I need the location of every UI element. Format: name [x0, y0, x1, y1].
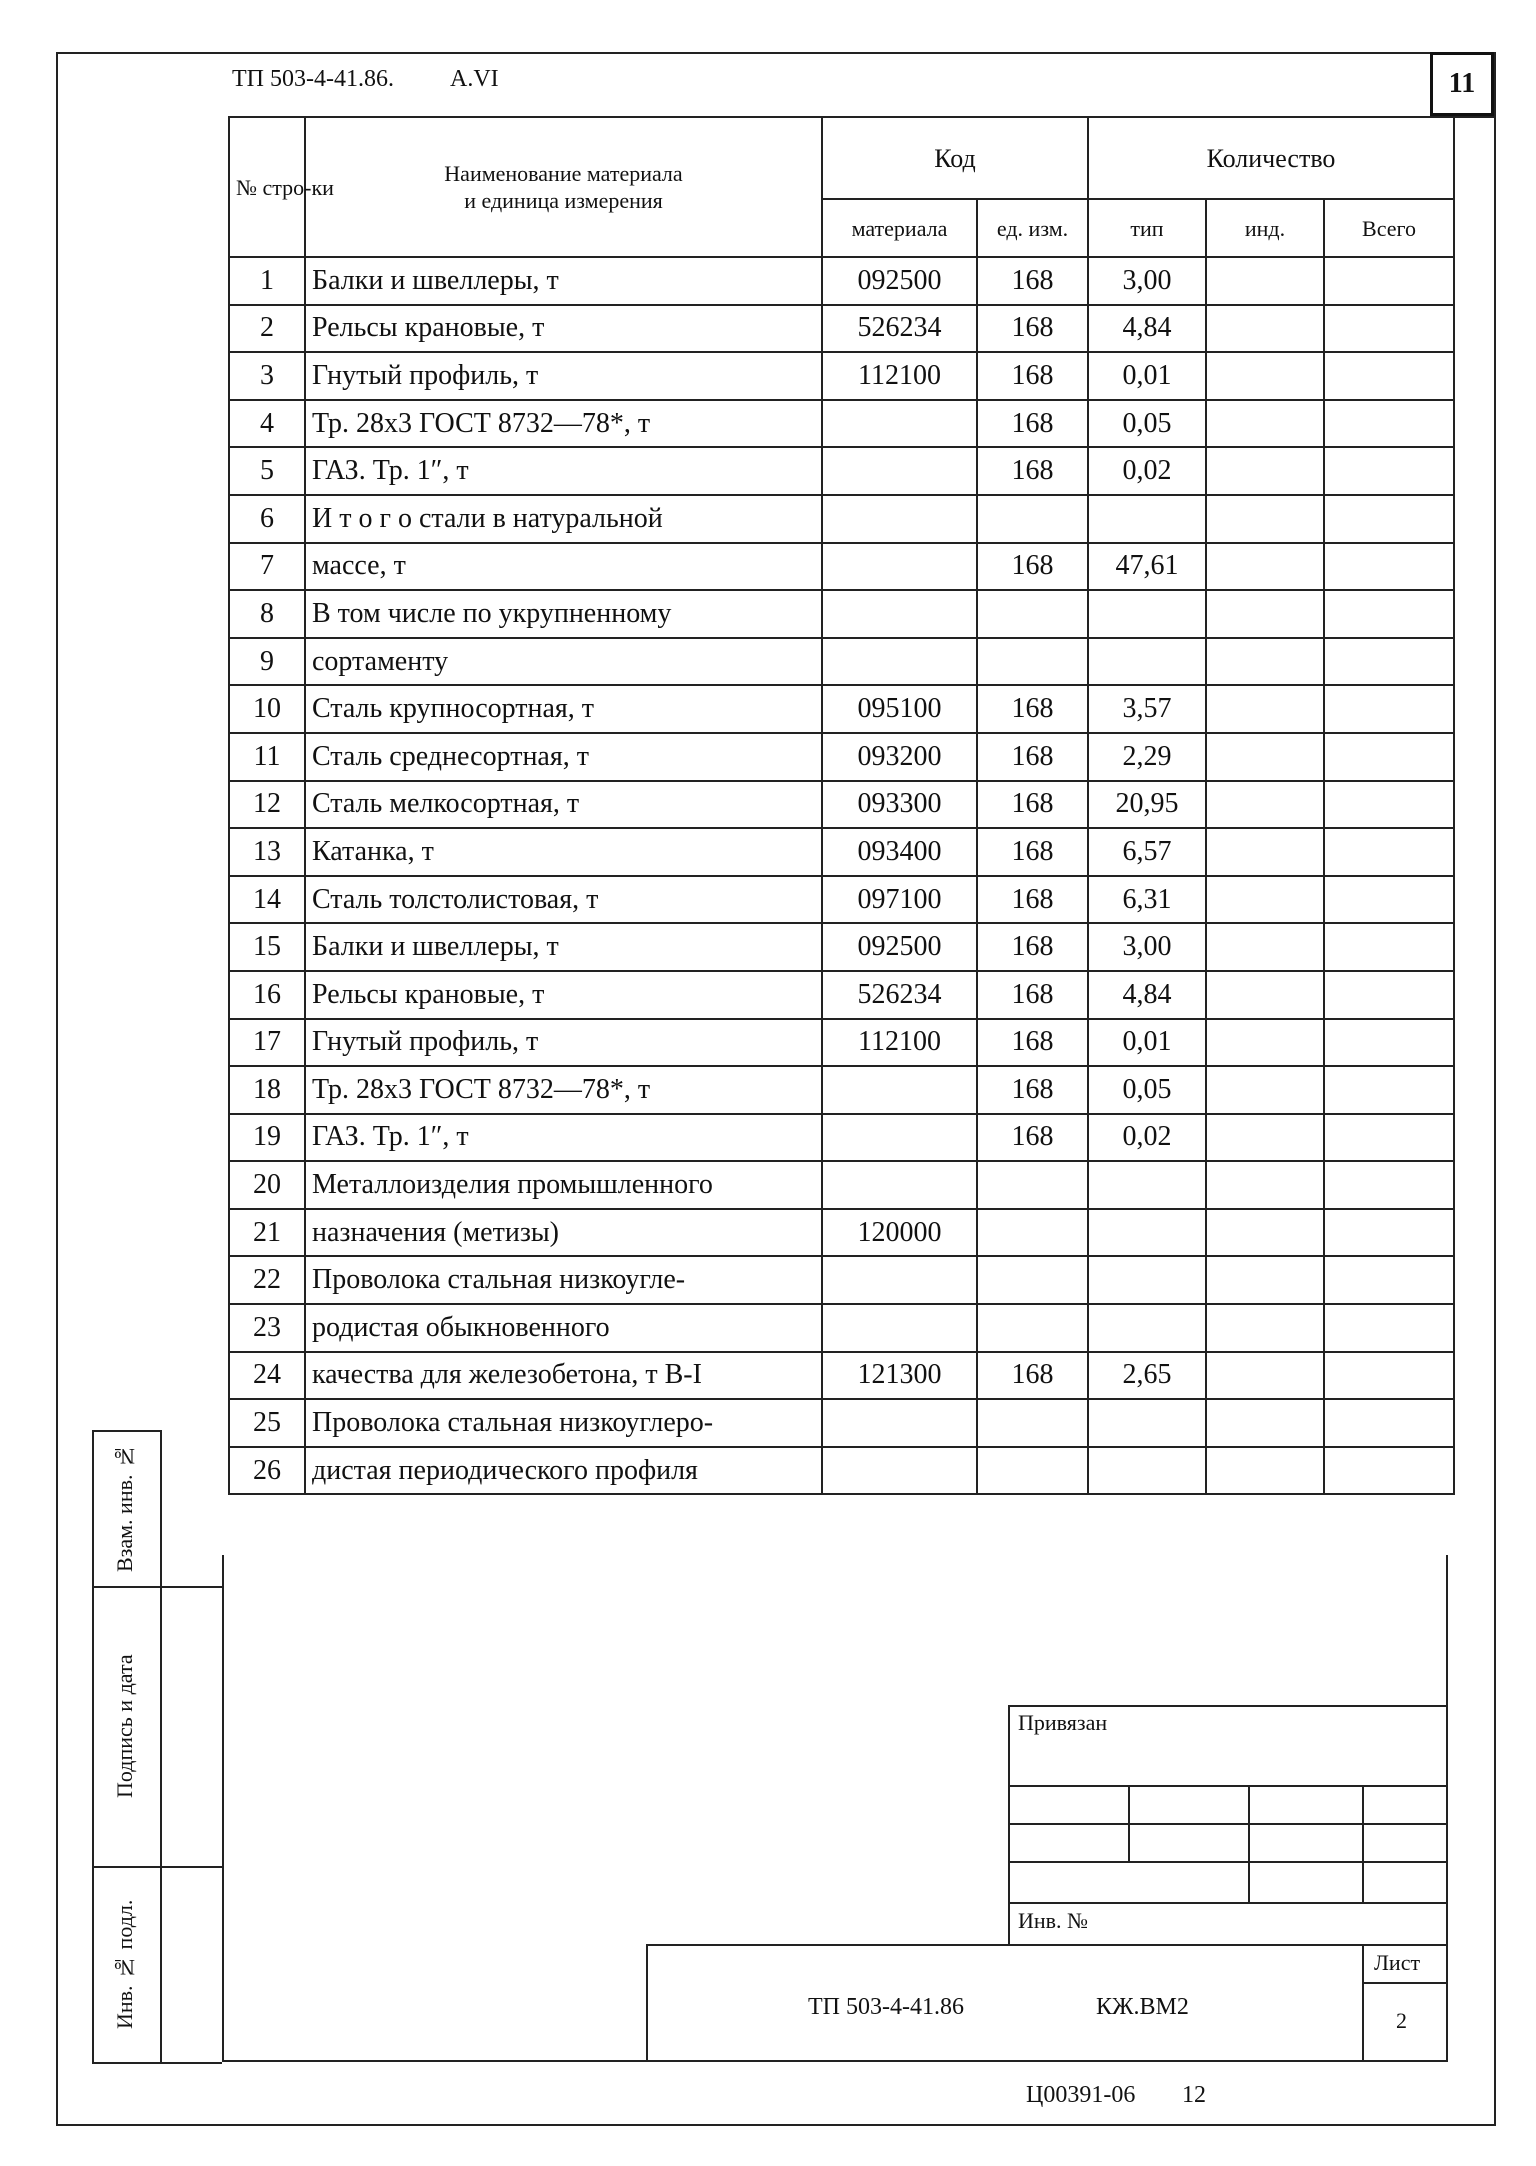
row-number: 11 — [229, 733, 305, 781]
inv-no-label: Инв. № — [1018, 1908, 1089, 1933]
inv-original-label: Инв. № подл. — [112, 1899, 137, 2029]
row-total — [1324, 1114, 1454, 1162]
table-row — [229, 1399, 1454, 1447]
drawing-mark: КЖ.ВМ2 — [1096, 1994, 1189, 2020]
row-number: 18 — [229, 1066, 305, 1114]
row-typ — [1088, 1399, 1206, 1447]
row-ind — [1206, 1256, 1324, 1304]
row-total — [1324, 1209, 1454, 1257]
table-row — [229, 400, 1454, 448]
row-unit: 168 — [977, 1352, 1088, 1400]
row-material — [822, 1304, 977, 1352]
row-material: 121300 — [822, 1352, 977, 1400]
row-ind — [1206, 1447, 1324, 1495]
table-row — [229, 1352, 1454, 1400]
row-number: 5 — [229, 447, 305, 495]
row-number: 21 — [229, 1209, 305, 1257]
replaced-inv-label: Взам. инв. № — [112, 1444, 137, 1572]
row-name: Гнутый профиль, т — [305, 1019, 822, 1067]
row-unit: 168 — [977, 543, 1088, 591]
col-typ: тип — [1088, 199, 1206, 257]
row-typ: 20,95 — [1088, 781, 1206, 829]
bind-top — [1008, 1705, 1448, 1707]
row-ind — [1206, 685, 1324, 733]
row-ind — [1206, 257, 1324, 305]
row-material — [822, 1447, 977, 1495]
title-sheet-row — [1362, 1982, 1448, 1984]
table-row — [229, 1066, 1454, 1114]
table-row — [229, 971, 1454, 1019]
row-unit: 168 — [977, 400, 1088, 448]
table-row — [229, 305, 1454, 353]
row-typ — [1088, 1161, 1206, 1209]
row-total — [1324, 781, 1454, 829]
row-number: 10 — [229, 685, 305, 733]
col-unit: ед. изм. — [977, 199, 1088, 257]
row-name: Гнутый профиль, т — [305, 352, 822, 400]
row-ind — [1206, 1304, 1324, 1352]
table-row — [229, 590, 1454, 638]
col-name: Наименование материала и единица измерения — [305, 117, 822, 257]
side-bottom — [92, 2062, 222, 2064]
row-typ — [1088, 1209, 1206, 1257]
row-material: 112100 — [822, 1019, 977, 1067]
row-total — [1324, 733, 1454, 781]
row-total — [1324, 305, 1454, 353]
row-unit: 168 — [977, 828, 1088, 876]
row-ind — [1206, 781, 1324, 829]
row-material — [822, 1114, 977, 1162]
header-rule — [1453, 116, 1496, 118]
row-total — [1324, 923, 1454, 971]
bottom-border — [222, 2060, 1448, 2062]
row-material: 092500 — [822, 257, 977, 305]
row-ind — [1206, 638, 1324, 686]
row-typ — [1088, 590, 1206, 638]
row-total — [1324, 638, 1454, 686]
row-name: Металлоизделия промышленного — [305, 1161, 822, 1209]
row-ind — [1206, 1352, 1324, 1400]
table-row — [229, 352, 1454, 400]
row-name: Сталь крупносортная, т — [305, 685, 822, 733]
row-unit: 168 — [977, 305, 1088, 353]
row-ind — [1206, 543, 1324, 591]
row-material — [822, 1066, 977, 1114]
table-row — [229, 1209, 1454, 1257]
row-unit: 168 — [977, 781, 1088, 829]
row-material: 093400 — [822, 828, 977, 876]
table-row — [229, 257, 1454, 305]
row-number: 26 — [229, 1447, 305, 1495]
row-ind — [1206, 1114, 1324, 1162]
col-quantity-group: Количество — [1088, 117, 1454, 199]
row-unit: 168 — [977, 876, 1088, 924]
row-ind — [1206, 1019, 1324, 1067]
row-number: 7 — [229, 543, 305, 591]
row-number: 6 — [229, 495, 305, 543]
bind-col-1 — [1128, 1785, 1130, 1861]
row-total — [1324, 1256, 1454, 1304]
row-unit — [977, 1161, 1088, 1209]
table-row — [229, 1114, 1454, 1162]
row-unit — [977, 495, 1088, 543]
title-left — [646, 1944, 648, 2062]
table-row — [229, 733, 1454, 781]
row-typ: 3,00 — [1088, 257, 1206, 305]
sheet-label: Лист — [1374, 1950, 1421, 1975]
title-top — [646, 1944, 1448, 1946]
row-unit — [977, 1209, 1088, 1257]
row-total — [1324, 1304, 1454, 1352]
row-typ: 4,84 — [1088, 971, 1206, 1019]
table-row — [229, 543, 1454, 591]
row-unit: 168 — [977, 1066, 1088, 1114]
row-material — [822, 1399, 977, 1447]
row-material: 093200 — [822, 733, 977, 781]
row-name: В том числе по укрупненному — [305, 590, 822, 638]
row-number: 13 — [229, 828, 305, 876]
row-ind — [1206, 1209, 1324, 1257]
row-name: дистая периодического профиля — [305, 1447, 822, 1495]
archive-page: 12 — [1182, 2082, 1206, 2108]
row-number: 23 — [229, 1304, 305, 1352]
row-unit — [977, 1447, 1088, 1495]
row-typ: 3,00 — [1088, 923, 1206, 971]
side-line-a — [92, 1430, 94, 2062]
row-material: 093300 — [822, 781, 977, 829]
row-number: 22 — [229, 1256, 305, 1304]
row-name: Тр. 28х3 ГОСТ 8732—78*, т — [305, 400, 822, 448]
row-number: 24 — [229, 1352, 305, 1400]
row-material — [822, 1256, 977, 1304]
table-row — [229, 1256, 1454, 1304]
col-row-number: № стро-ки — [229, 117, 305, 257]
col-ind: инд. — [1206, 199, 1324, 257]
row-typ: 0,05 — [1088, 1066, 1206, 1114]
row-total — [1324, 1399, 1454, 1447]
document-code: ТП 503-4-41.86. — [232, 66, 394, 92]
table-row — [229, 447, 1454, 495]
row-unit: 168 — [977, 1019, 1088, 1067]
table-row — [229, 828, 1454, 876]
row-number: 8 — [229, 590, 305, 638]
row-total — [1324, 971, 1454, 1019]
row-material: 095100 — [822, 685, 977, 733]
row-typ: 4,84 — [1088, 305, 1206, 353]
row-typ: 2,65 — [1088, 1352, 1206, 1400]
row-unit: 168 — [977, 257, 1088, 305]
col-material: материала — [822, 199, 977, 257]
row-number: 14 — [229, 876, 305, 924]
row-typ: 6,31 — [1088, 876, 1206, 924]
table-row — [229, 685, 1454, 733]
row-total — [1324, 685, 1454, 733]
table-row — [229, 638, 1454, 686]
bind-col-3 — [1362, 1785, 1364, 1902]
row-name: Сталь среднесортная, т — [305, 733, 822, 781]
row-total — [1324, 1019, 1454, 1067]
row-unit — [977, 590, 1088, 638]
row-typ: 6,57 — [1088, 828, 1206, 876]
page-number: 11 — [1430, 52, 1494, 116]
row-material — [822, 495, 977, 543]
table-row — [229, 923, 1454, 971]
row-name: Сталь толстолистовая, т — [305, 876, 822, 924]
row-ind — [1206, 305, 1324, 353]
row-material: 097100 — [822, 876, 977, 924]
row-unit — [977, 1304, 1088, 1352]
row-ind — [1206, 1161, 1324, 1209]
row-total — [1324, 1066, 1454, 1114]
row-total — [1324, 495, 1454, 543]
row-typ — [1088, 638, 1206, 686]
row-material: 526234 — [822, 305, 977, 353]
row-unit — [977, 638, 1088, 686]
row-ind — [1206, 447, 1324, 495]
row-typ: 3,57 — [1088, 685, 1206, 733]
col-code-group: Код — [822, 117, 1088, 199]
row-ind — [1206, 828, 1324, 876]
row-name: ГАЗ. Тр. 1″, т — [305, 1114, 822, 1162]
row-unit: 168 — [977, 352, 1088, 400]
table-row — [229, 1019, 1454, 1067]
row-number: 9 — [229, 638, 305, 686]
table-row — [229, 1161, 1454, 1209]
row-number: 16 — [229, 971, 305, 1019]
row-total — [1324, 400, 1454, 448]
row-name: Тр. 28х3 ГОСТ 8732—78*, т — [305, 1066, 822, 1114]
row-ind — [1206, 495, 1324, 543]
row-ind — [1206, 923, 1324, 971]
table-row — [229, 495, 1454, 543]
row-name: Балки и швеллеры, т — [305, 923, 822, 971]
row-number: 2 — [229, 305, 305, 353]
row-name: Проволока стальная низкоуглеро- — [305, 1399, 822, 1447]
row-name: Катанка, т — [305, 828, 822, 876]
sheet-number: 2 — [1396, 2008, 1407, 2033]
row-typ: 0,01 — [1088, 352, 1206, 400]
row-material: 112100 — [822, 352, 977, 400]
row-total — [1324, 876, 1454, 924]
bind-row-4 — [1008, 1902, 1448, 1904]
row-number: 12 — [229, 781, 305, 829]
row-name: Балки и швеллеры, т — [305, 257, 822, 305]
row-name: И т о г о стали в натуральной — [305, 495, 822, 543]
bind-row-2 — [1008, 1823, 1448, 1825]
designation: ТП 503-4-41.86 — [808, 1994, 964, 2020]
row-typ — [1088, 1447, 1206, 1495]
row-ind — [1206, 590, 1324, 638]
row-typ: 0,02 — [1088, 1114, 1206, 1162]
bind-row-1 — [1008, 1785, 1448, 1787]
row-number: 25 — [229, 1399, 305, 1447]
row-typ: 0,01 — [1088, 1019, 1206, 1067]
table-row — [229, 1304, 1454, 1352]
table-body — [229, 257, 1454, 1494]
row-name: Проволока стальная низкоугле- — [305, 1256, 822, 1304]
row-number: 17 — [229, 1019, 305, 1067]
row-unit: 168 — [977, 1114, 1088, 1162]
row-ind — [1206, 876, 1324, 924]
album-number: A.VI — [450, 66, 499, 92]
row-name: массе, т — [305, 543, 822, 591]
row-number: 4 — [229, 400, 305, 448]
row-material — [822, 543, 977, 591]
row-name: родистая обыкновенного — [305, 1304, 822, 1352]
table-row — [229, 1447, 1454, 1495]
row-total — [1324, 1352, 1454, 1400]
row-name: Рельсы крановые, т — [305, 305, 822, 353]
row-material — [822, 447, 977, 495]
row-number: 15 — [229, 923, 305, 971]
row-name: Рельсы крановые, т — [305, 971, 822, 1019]
row-ind — [1206, 971, 1324, 1019]
row-ind — [1206, 352, 1324, 400]
title-sheet-sep — [1362, 1944, 1364, 2062]
row-material — [822, 400, 977, 448]
row-ind — [1206, 733, 1324, 781]
row-name: ГАЗ. Тр. 1″, т — [305, 447, 822, 495]
row-ind — [1206, 1066, 1324, 1114]
row-unit: 168 — [977, 733, 1088, 781]
row-typ: 0,05 — [1088, 400, 1206, 448]
row-name: сортаменту — [305, 638, 822, 686]
row-number: 3 — [229, 352, 305, 400]
materials-table — [228, 116, 1455, 1495]
row-material — [822, 638, 977, 686]
row-unit — [977, 1399, 1088, 1447]
row-material: 120000 — [822, 1209, 977, 1257]
bind-left — [1008, 1705, 1010, 1945]
row-typ: 2,29 — [1088, 733, 1206, 781]
row-total — [1324, 447, 1454, 495]
row-total — [1324, 1447, 1454, 1495]
right-border — [1446, 1555, 1448, 2062]
row-unit: 168 — [977, 447, 1088, 495]
col-total: Всего — [1324, 199, 1454, 257]
row-ind — [1206, 400, 1324, 448]
row-material: 092500 — [822, 923, 977, 971]
row-total — [1324, 257, 1454, 305]
row-total — [1324, 590, 1454, 638]
row-typ: 0,02 — [1088, 447, 1206, 495]
bound-label: Привязан — [1018, 1710, 1108, 1735]
row-total — [1324, 352, 1454, 400]
row-total — [1324, 1161, 1454, 1209]
row-unit — [977, 1256, 1088, 1304]
row-name: Сталь мелкосортная, т — [305, 781, 822, 829]
row-material: 526234 — [822, 971, 977, 1019]
row-material — [822, 1161, 977, 1209]
row-material — [822, 590, 977, 638]
row-name: качества для железобетона, т В-I — [305, 1352, 822, 1400]
row-unit: 168 — [977, 971, 1088, 1019]
row-ind — [1206, 1399, 1324, 1447]
row-name: назначения (метизы) — [305, 1209, 822, 1257]
row-typ — [1088, 1304, 1206, 1352]
bind-row-3 — [1008, 1861, 1448, 1863]
row-total — [1324, 828, 1454, 876]
row-unit: 168 — [977, 685, 1088, 733]
row-number: 1 — [229, 257, 305, 305]
row-typ: 47,61 — [1088, 543, 1206, 591]
row-unit: 168 — [977, 923, 1088, 971]
archive-code: Ц00391-06 — [1026, 2082, 1136, 2108]
row-total — [1324, 543, 1454, 591]
row-number: 19 — [229, 1114, 305, 1162]
row-typ — [1088, 1256, 1206, 1304]
row-typ — [1088, 495, 1206, 543]
table-row — [229, 781, 1454, 829]
left-border — [222, 1555, 224, 2062]
side-line-b — [160, 1430, 162, 2062]
signature-date-label: Подпись и дата — [112, 1654, 137, 1798]
table-row — [229, 876, 1454, 924]
row-number: 20 — [229, 1161, 305, 1209]
bind-col-2 — [1248, 1785, 1250, 1902]
